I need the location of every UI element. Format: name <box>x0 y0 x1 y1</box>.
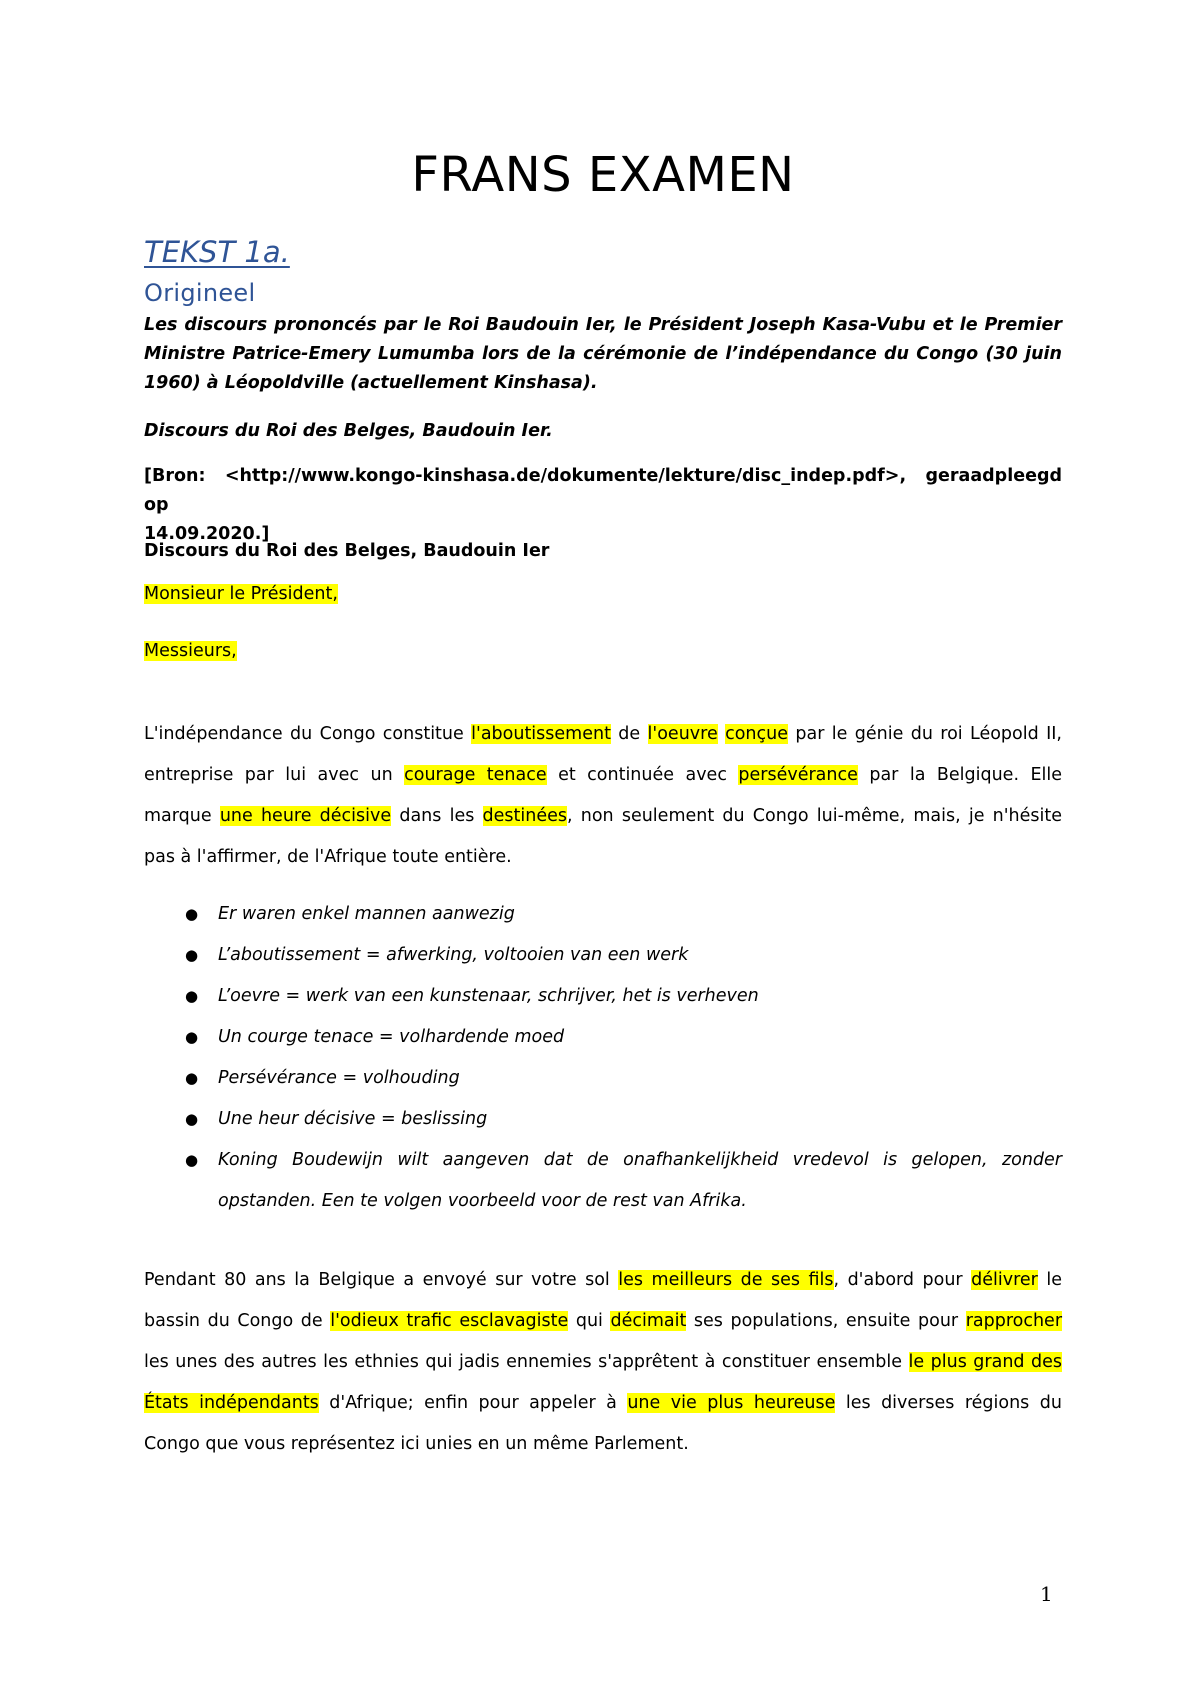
highlight-decimait: décimait <box>610 1311 687 1331</box>
text-run: les diverses régions du <box>835 1393 1062 1413</box>
highlight-vie-heureuse: une vie plus heureuse <box>627 1393 836 1413</box>
text-run: qui <box>568 1311 611 1331</box>
salutation-2: Messieurs, <box>144 641 237 661</box>
bullet-icon: ● <box>185 1028 199 1046</box>
text-run: , non seulement du Congo lui-même, mais, je n'hésite <box>567 806 1063 826</box>
source-line-2: 14.09.2020.] <box>144 524 270 544</box>
text-run: Pendant 80 ans la Belgique a envoyé sur votre sol <box>144 1270 619 1290</box>
source-line-1: [Bron: <http://www.kongo-kinshasa.de/dokumente/lekture/disc_indep.pdf>, geraadpleegd op <box>144 466 1062 515</box>
paragraph-1-line-4: pas à l'affirmer, de l'Afrique toute entière. <box>144 847 512 867</box>
text-run: marque <box>144 806 220 826</box>
bullet-icon: ● <box>185 1151 199 1169</box>
highlight-aboutissement: l'aboutissement <box>471 724 611 744</box>
bullet-icon: ● <box>185 1110 199 1128</box>
list-item <box>144 1017 1062 1058</box>
highlight-oeuvre: l'oeuvre <box>647 724 718 744</box>
text-run: , d'abord pour <box>833 1270 972 1290</box>
paragraph-1-line-3 <box>144 796 1062 837</box>
intro-paragraph: Les discours prononcés par le Roi Baudouin Ier, le Président Joseph Kasa-Vubu et le Premier Ministre Patrice-Emery Lumumba lors de la cérémonie de l’indépendance du Congo (30 juin 1960) à Léopoldville (actuellement Kinshasa). <box>144 315 1062 393</box>
highlight-plus-grand: le plus grand des <box>908 1352 1063 1372</box>
bullet-icon: ● <box>185 1069 199 1087</box>
list-item-text: L’aboutissement = afwerking, voltooien van een werk <box>218 945 689 965</box>
list-item-text: Koning Boudewijn wilt aangeven dat de onafhankelijkheid vredevol is gelopen, zonder opstanden. Een te volgen voorbeeld voor de rest van Afrika. <box>218 1150 1062 1211</box>
highlight-trafic-esclavagiste: l'odieux trafic esclavagiste <box>330 1311 569 1331</box>
document-title: FRANS EXAMEN <box>411 147 795 203</box>
list-item-text: Persévérance = volhouding <box>218 1068 460 1088</box>
highlight-perseverance: persévérance <box>738 765 858 785</box>
section-heading: TEKST 1a. <box>144 235 290 269</box>
highlight-concue: conçue <box>725 724 788 744</box>
paragraph-1-line-2 <box>144 755 1062 796</box>
paragraph-2-line-3 <box>144 1342 1062 1383</box>
text-run: ses populations, ensuite pour <box>686 1311 966 1331</box>
salutation-1-wrap <box>144 580 1062 609</box>
discours-bold: Discours du Roi des Belges, Baudouin Ier <box>144 541 550 561</box>
list-item-text: Un courge tenace = volhardende moed <box>218 1027 565 1047</box>
paragraph-1-line-1 <box>144 714 1062 755</box>
highlight-destinees: destinées <box>482 806 567 826</box>
text-run <box>718 724 725 744</box>
text-run: par la Belgique. Elle <box>857 765 1063 785</box>
discours-italic: Discours du Roi des Belges, Baudouin Ier. <box>144 421 553 441</box>
text-run: par le génie du roi Léopold II, <box>788 724 1062 744</box>
paragraph-2-line-5: Congo que vous représentez ici unies en un même Parlement. <box>144 1434 689 1454</box>
list-item <box>144 894 1062 935</box>
text-run: les unes des autres les ethnies qui jadis ennemies s'apprêtent à constituer ensemble <box>144 1352 909 1372</box>
notes-list <box>144 894 1062 1222</box>
highlight-meilleurs-fils: les meilleurs de ses fils <box>618 1270 834 1290</box>
highlight-courage-tenace: courage tenace <box>404 765 547 785</box>
paragraph-2-line-4 <box>144 1383 1062 1424</box>
list-item <box>144 1099 1062 1140</box>
highlight-heure-decisive: une heure décisive <box>219 806 392 826</box>
text-run: bassin du Congo de <box>144 1311 331 1331</box>
page-number: 1 <box>1040 1582 1053 1606</box>
text-run: d'Afrique; enfin pour appeler à <box>318 1393 628 1413</box>
list-item-text: Une heur décisive = beslissing <box>218 1109 488 1129</box>
paragraph-2-line-2 <box>144 1301 1062 1342</box>
highlight-delivrer: délivrer <box>971 1270 1038 1290</box>
salutation-2-wrap <box>144 637 1062 666</box>
list-item <box>144 1058 1062 1099</box>
list-item-text: Er waren enkel mannen aanwezig <box>218 904 515 924</box>
text-run: L'indépendance du Congo constitue <box>144 724 472 744</box>
source-reference <box>144 462 1062 549</box>
subsection-heading: Origineel <box>144 279 256 307</box>
list-item-text: L’oevre = werk van een kunstenaar, schrijver, het is verheven <box>218 986 759 1006</box>
text-run: entreprise par lui avec un <box>144 765 405 785</box>
text-run: et continuée avec <box>546 765 739 785</box>
salutation-1: Monsieur le Président, <box>144 584 338 604</box>
highlight-rapprocher: rapprocher <box>965 1311 1063 1331</box>
text-run: le <box>1037 1270 1062 1290</box>
list-item <box>144 976 1062 1017</box>
paragraph-2-line-1 <box>144 1260 1062 1301</box>
bullet-icon: ● <box>185 987 199 1005</box>
highlight-etats-independants: États indépendants <box>144 1393 319 1413</box>
list-item <box>144 935 1062 976</box>
text-run: dans les <box>391 806 483 826</box>
text-run: de <box>610 724 648 744</box>
bullet-icon: ● <box>185 946 199 964</box>
bullet-icon: ● <box>185 905 199 923</box>
list-item <box>144 1140 1062 1222</box>
